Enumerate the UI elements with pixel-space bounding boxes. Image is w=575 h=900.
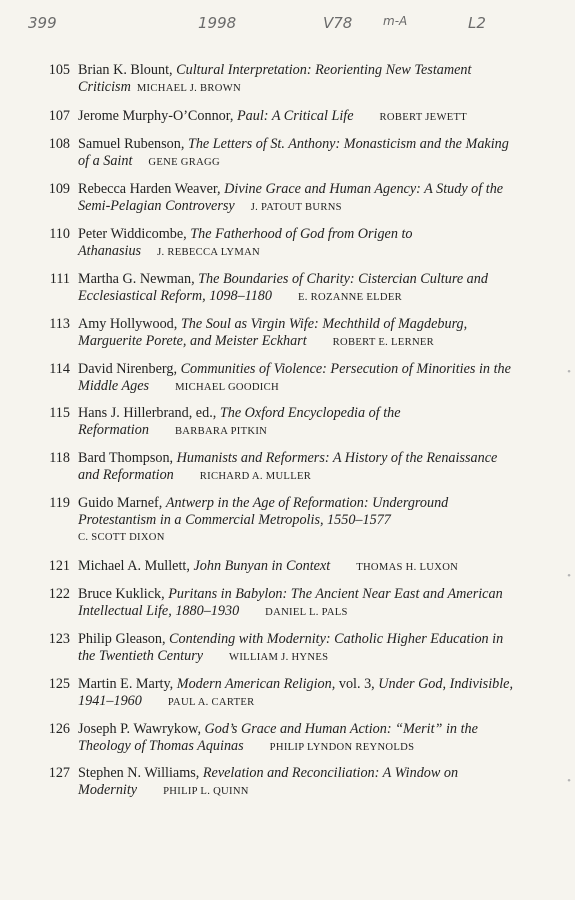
list-item <box>0 226 575 261</box>
reviewer: MICHAEL J. BROWN <box>136 82 241 94</box>
list-item <box>0 495 575 547</box>
author: Martin E. Marty, <box>78 676 174 692</box>
book-title: Puritans in Babylon: The Ancient Near East and American Intellectual Life, 1880–1930 <box>78 586 503 619</box>
volume: vol. 3, <box>338 676 375 692</box>
reviewer: E. ROZANNE ELDER <box>298 291 402 303</box>
reviewer: ROBERT JEWETT <box>379 112 468 123</box>
author: Hans J. Hillerbrand, ed., <box>78 405 217 421</box>
list-item <box>0 361 575 396</box>
handwritten-note: V78 <box>323 14 353 32</box>
list-item <box>0 450 575 485</box>
list-item <box>0 181 575 216</box>
author: Michael A. Mullett, <box>78 558 190 574</box>
page-number: 121 <box>48 558 70 574</box>
page-number: 113 <box>49 316 70 332</box>
page-number: 119 <box>49 495 70 511</box>
reviewer: C. SCOTT DIXON <box>78 532 165 543</box>
list-item <box>0 721 575 756</box>
scan-speck: • <box>567 366 571 378</box>
page-number: 105 <box>48 62 70 78</box>
list-item <box>0 62 575 97</box>
author: David Nirenberg, <box>78 361 178 377</box>
book-title: Contending with Modernity: Catholic Higher Education in the Twentieth Century <box>78 631 504 664</box>
scan-speck: • <box>567 570 571 582</box>
author: Brian K. Blount, <box>78 62 173 78</box>
reviewer: DANIEL L. PALS <box>265 606 348 618</box>
list-item <box>0 405 575 440</box>
book-title: Divine Grace and Human Agency: A Study of the Semi-Pelagian Controversy <box>78 181 504 214</box>
book-title: God’s Grace and Human Action: “Merit” in the Theology of Thomas Aquinas <box>78 721 478 754</box>
page-number: 125 <box>48 676 70 692</box>
reviewer: ROBERT E. LERNER <box>332 336 435 348</box>
reviewer: BARBARA PITKIN <box>174 425 268 437</box>
book-title: The Fatherhood of God from Origen to Athanasius <box>78 226 413 259</box>
author: Bard Thompson, <box>78 450 174 466</box>
author: Philip Gleason, <box>78 631 166 647</box>
list-item <box>0 765 575 800</box>
reviewer: WILLIAM J. HYNES <box>229 651 329 663</box>
list-item <box>0 631 575 666</box>
reviewer: J. REBECCA LYMAN <box>157 246 260 258</box>
author: Guido Marnef, <box>78 495 163 511</box>
list-item <box>0 586 575 621</box>
page-number: 114 <box>49 361 70 377</box>
list-item <box>0 136 575 171</box>
reviewer: GENE GRAGG <box>148 156 220 168</box>
handwritten-note: 399 <box>28 14 57 32</box>
handwritten-note: L2 <box>468 14 486 32</box>
author: Rebecca Harden Weaver, <box>78 181 221 197</box>
book-title: Humanists and Reformers: A History of the Renaissance and Reformation <box>78 450 498 483</box>
list-item <box>0 676 575 711</box>
page-number: 109 <box>48 181 70 197</box>
book-title: Paul: A Critical Life <box>237 108 354 124</box>
book-title: Communities of Violence: Persecution of Minorities in the Middle Ages <box>78 361 511 394</box>
book-title: Antwerp in the Age of Reformation: Underground Protestantism in a Commercial Metropolis, 1550–1577 <box>78 495 449 528</box>
handwritten-note: m-A <box>383 14 408 28</box>
page-number: 127 <box>48 765 70 781</box>
list-item <box>0 558 575 577</box>
book-title-continued: Under God, Indivisible, 1941–1960 <box>78 676 514 709</box>
reviewer: RICHARD A. MULLER <box>199 470 312 482</box>
book-title: The Letters of St. Anthony: Monasticism and the Making of a Saint <box>78 136 509 169</box>
page-number: 126 <box>48 721 70 737</box>
handwritten-note: 1998 <box>198 14 237 32</box>
handwritten-notes <box>28 14 555 42</box>
reviewer: PHILIP LYNDON REYNOLDS <box>269 741 415 753</box>
reviewer: THOMAS H. LUXON <box>356 562 459 573</box>
author: Bruce Kuklick, <box>78 586 165 602</box>
page-number: 118 <box>49 450 70 466</box>
author: Jerome Murphy-O’Connor, <box>78 108 234 124</box>
scan-speck: • <box>567 775 571 787</box>
list-item <box>0 108 575 127</box>
book-title: The Oxford Encyclopedia of the Reformation <box>78 405 401 438</box>
author: Joseph P. Wawrykow, <box>78 721 201 737</box>
book-title: Cultural Interpretation: Reorienting New Testament Criticism <box>78 62 472 95</box>
author: Peter Widdicombe, <box>78 226 187 242</box>
reviewer: PAUL A. CARTER <box>167 696 255 708</box>
author: Amy Hollywood, <box>78 316 178 332</box>
page-number: 111 <box>49 271 70 287</box>
author: Stephen N. Williams, <box>78 765 200 781</box>
page-number: 122 <box>48 586 70 602</box>
page-number: 107 <box>48 108 70 124</box>
author: Samuel Rubenson, <box>78 136 185 152</box>
reviewer: PHILIP L. QUINN <box>163 785 249 797</box>
reviewer: J. PATOUT BURNS <box>250 201 342 213</box>
book-title: Modern American Religion, <box>176 676 336 692</box>
page-number: 115 <box>49 405 70 421</box>
reviewer: MICHAEL GOODICH <box>175 381 279 393</box>
list-item <box>0 316 575 351</box>
author: Martha G. Newman, <box>78 271 195 287</box>
page-number: 108 <box>48 136 70 152</box>
page-number: 110 <box>49 226 70 242</box>
list-item <box>0 271 575 306</box>
book-title: Revelation and Reconciliation: A Window on Modernity <box>78 765 459 798</box>
book-title: John Bunyan in Context <box>193 558 331 574</box>
book-title: The Boundaries of Charity: Cistercian Culture and Ecclesiastical Reform, 1098–1180 <box>78 271 488 304</box>
book-title: The Soul as Virgin Wife: Mechthild of Magdeburg, Marguerite Porete, and Meister Eckhart <box>78 316 468 349</box>
page-number: 123 <box>48 631 70 647</box>
